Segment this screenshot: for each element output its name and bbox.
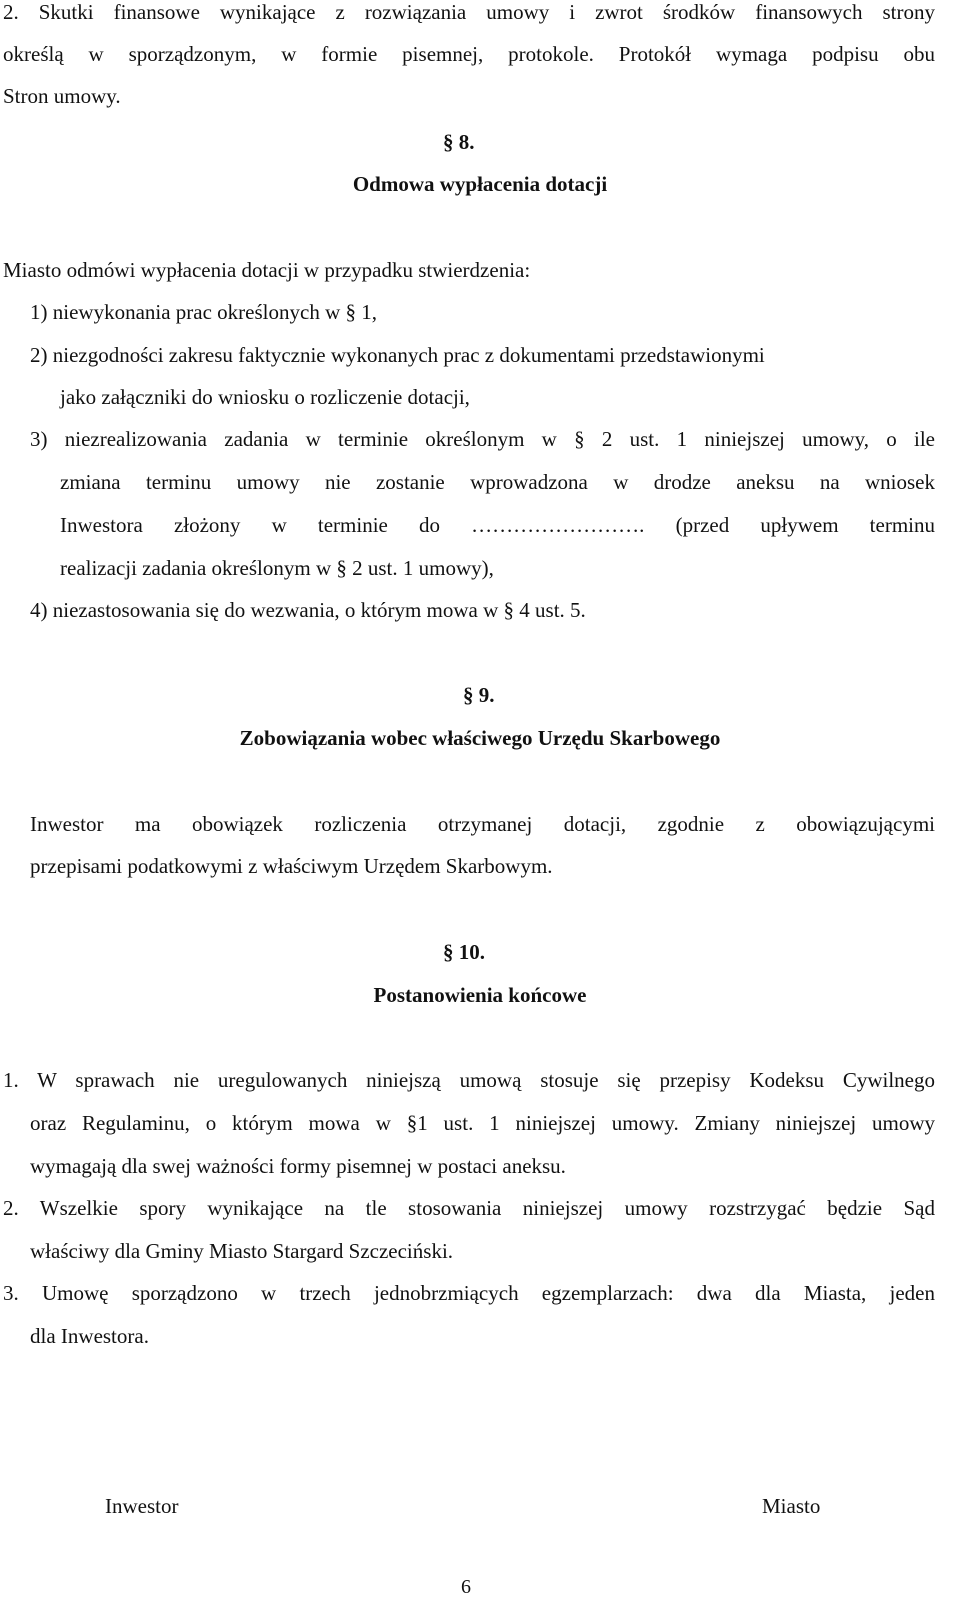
paragraph-line: wymagają dla swej ważności formy pisemnej w postaci aneksu. xyxy=(30,1154,566,1178)
list-item-continuation: realizacji zadania określonym w § 2 ust. 1 umowy), xyxy=(60,556,494,580)
paragraph-line: oraz Regulaminu, o którym mowa w §1 ust. 1 niniejszej umowy. Zmiany niniejszej umowy xyxy=(30,1111,935,1135)
section-title: Odmowa wypłacenia dotacji xyxy=(352,172,608,196)
signature-miasto: Miasto xyxy=(762,1494,821,1518)
section-title: Zobowiązania wobec właściwego Urzędu Skarbowego xyxy=(239,726,721,750)
paragraph-line: 1. W sprawach nie uregulowanych niniejszą umową stosuje się przepisy Kodeksu Cywilnego xyxy=(3,1068,935,1092)
list-item-continuation: zmiana terminu umowy nie zostanie wprowadzona w drodze aneksu na wniosek xyxy=(60,470,935,494)
paragraph-line: określą w sporządzonym, w formie pisemnej, protokole. Protokół wymaga podpisu obu xyxy=(3,42,935,66)
section-intro: Miasto odmówi wypłacenia dotacji w przypadku stwierdzenia: xyxy=(3,258,531,282)
signature-inwestor: Inwestor xyxy=(105,1494,179,1518)
paragraph-line: 3. Umowę sporządzono w trzech jednobrzmiących egzemplarzach: dwa dla Miasta, jeden xyxy=(3,1281,935,1305)
paragraph-line: Inwestor ma obowiązek rozliczenia otrzymanej dotacji, zgodnie z obowiązującymi xyxy=(30,812,935,836)
paragraph-line: właściwy dla Gminy Miasto Stargard Szczeciński. xyxy=(30,1239,454,1263)
list-item-continuation: Inwestora złożony w terminie do ……………………. (przed upływem terminu xyxy=(60,513,935,537)
paragraph-line: 2. Wszelkie spory wynikające na tle stosowania niniejszej umowy rozstrzygać będzie Sąd xyxy=(3,1196,935,1220)
paragraph-line: Stron umowy. xyxy=(3,84,121,108)
section-number: § 10. xyxy=(443,940,485,964)
page-number: 6 xyxy=(461,1576,471,1598)
list-item-continuation: jako załączniki do wniosku o rozliczenie dotacji, xyxy=(60,385,470,409)
list-item: 3) niezrealizowania zadania w terminie określonym w § 2 ust. 1 niniejszej umowy, o ile xyxy=(30,427,935,451)
section-title: Postanowienia końcowe xyxy=(373,983,587,1007)
list-item: 4) niezastosowania się do wezwania, o którym mowa w § 4 ust. 5. xyxy=(30,598,586,622)
section-number: § 8. xyxy=(443,130,475,154)
paragraph-line: przepisami podatkowymi z właściwym Urzędem Skarbowym. xyxy=(30,854,553,878)
section-number: § 9. xyxy=(463,683,495,707)
paragraph-line: dla Inwestora. xyxy=(30,1324,149,1348)
list-item: 1) niewykonania prac określonych w § 1, xyxy=(30,300,377,324)
list-item: 2) niezgodności zakresu faktycznie wykonanych prac z dokumentami przedstawionymi xyxy=(30,343,765,367)
paragraph-line: 2. Skutki finansowe wynikające z rozwiązania umowy i zwrot środków finansowych strony xyxy=(3,0,935,24)
